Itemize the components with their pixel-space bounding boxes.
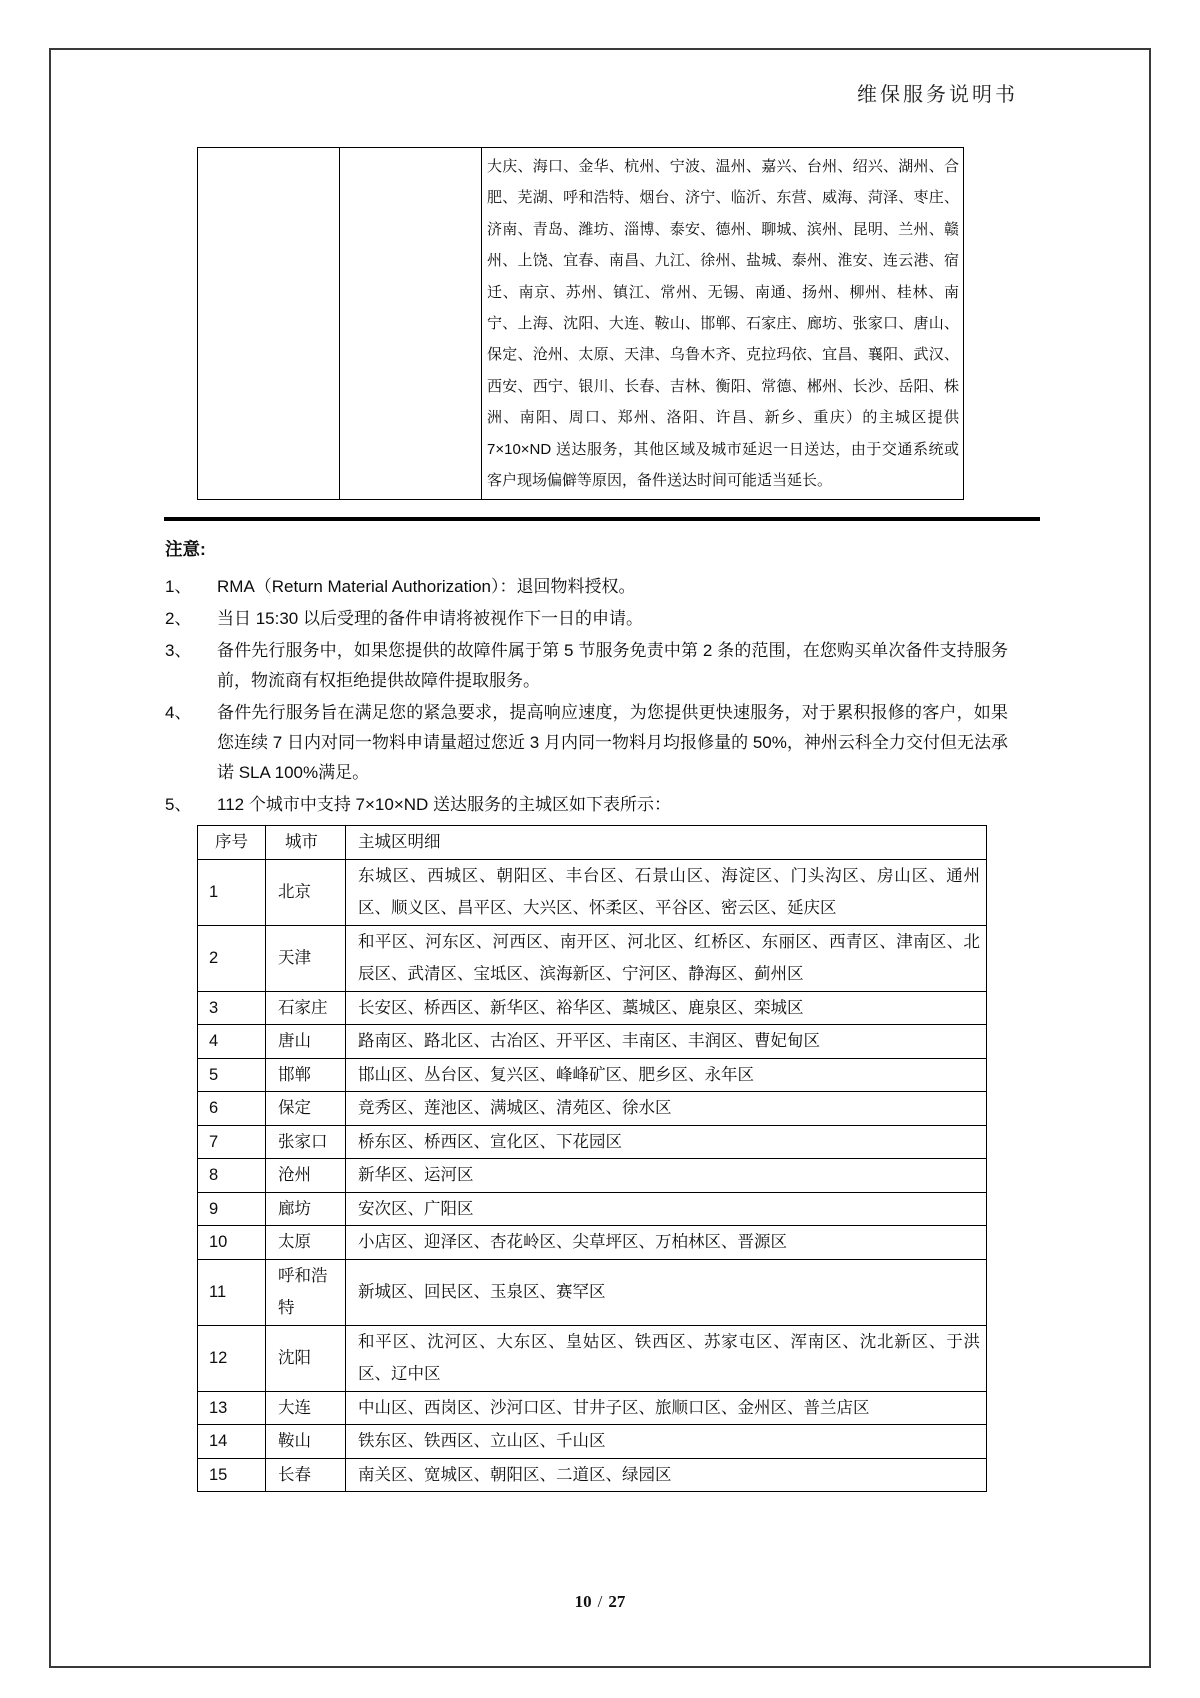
continuation-empty-cell-2 bbox=[340, 148, 482, 500]
districts-cell: 铁东区、铁西区、立山区、千山区 bbox=[346, 1425, 987, 1459]
city-cell: 石家庄 bbox=[266, 991, 346, 1025]
row-number-cell: 2 bbox=[198, 925, 266, 991]
continuation-table bbox=[197, 147, 964, 500]
note-item-number: 3、 bbox=[165, 641, 192, 660]
city-cell: 大连 bbox=[266, 1391, 346, 1425]
note-item-number: 5、 bbox=[165, 795, 192, 814]
note-item bbox=[165, 572, 1008, 602]
header-cell-districts: 主城区明细 bbox=[346, 826, 987, 860]
note-item-number: 4、 bbox=[165, 703, 192, 722]
city-cell: 天津 bbox=[266, 925, 346, 991]
districts-cell: 小店区、迎泽区、杏花岭区、尖草坪区、万柏林区、晋源区 bbox=[346, 1226, 987, 1260]
city-cell: 邯郸 bbox=[266, 1058, 346, 1092]
page-number-total: 27 bbox=[608, 1592, 626, 1611]
note-item-text: 当日 15:30 以后受理的备件申请将被视作下一日的申请。 bbox=[217, 609, 643, 628]
row-number-cell: 4 bbox=[198, 1025, 266, 1059]
city-cell: 沧州 bbox=[266, 1159, 346, 1193]
notes-list bbox=[165, 572, 1008, 822]
city-cell: 北京 bbox=[266, 859, 346, 925]
note-item-text: 备件先行服务旨在满足您的紧急要求，提高响应速度，为您提供更快速服务，对于累积报修的客户，如果您连续 7 日内对同一物料申请量超过您近 3 月内同一物料月均报修量的 50%，神州云科全力交付但无法承诺 SLA 100%满足。 bbox=[217, 703, 1008, 782]
note-item bbox=[165, 604, 1008, 634]
districts-cell: 和平区、沈河区、大东区、皇姑区、铁西区、苏家屯区、浑南区、沈北新区、于洪区、辽中区 bbox=[346, 1325, 987, 1391]
page-number-current: 10 bbox=[574, 1592, 592, 1611]
districts-cell: 新城区、回民区、玉泉区、赛罕区 bbox=[346, 1259, 987, 1325]
section-divider-rule bbox=[164, 517, 1040, 521]
table-row bbox=[198, 1192, 987, 1226]
table-row bbox=[198, 925, 987, 991]
districts-cell: 邯山区、丛台区、复兴区、峰峰矿区、肥乡区、永年区 bbox=[346, 1058, 987, 1092]
table-row bbox=[198, 1325, 987, 1391]
table-header-row bbox=[198, 826, 987, 860]
city-cell: 太原 bbox=[266, 1226, 346, 1260]
districts-cell: 新华区、运河区 bbox=[346, 1159, 987, 1193]
row-number-cell: 3 bbox=[198, 991, 266, 1025]
note-item bbox=[165, 698, 1008, 788]
continuation-empty-cell-1 bbox=[198, 148, 340, 500]
city-cell: 张家口 bbox=[266, 1125, 346, 1159]
table-row bbox=[198, 1058, 987, 1092]
districts-cell: 南关区、宽城区、朝阳区、二道区、绿园区 bbox=[346, 1458, 987, 1492]
row-number-cell: 10 bbox=[198, 1226, 266, 1260]
table-row bbox=[198, 1159, 987, 1193]
districts-cell: 东城区、西城区、朝阳区、丰台区、石景山区、海淀区、门头沟区、房山区、通州区、顺义区、昌平区、大兴区、怀柔区、平谷区、密云区、延庆区 bbox=[346, 859, 987, 925]
table-row bbox=[198, 1226, 987, 1260]
notes-heading: 注意: bbox=[165, 539, 206, 559]
city-cell: 鞍山 bbox=[266, 1425, 346, 1459]
row-number-cell: 9 bbox=[198, 1192, 266, 1226]
page-frame bbox=[49, 48, 1151, 1668]
districts-cell: 中山区、西岗区、沙河口区、甘井子区、旅顺口区、金州区、普兰店区 bbox=[346, 1391, 987, 1425]
districts-cell: 长安区、桥西区、新华区、裕华区、藁城区、鹿泉区、栾城区 bbox=[346, 991, 987, 1025]
header-cell-number: 序号 bbox=[198, 826, 266, 860]
row-number-cell: 14 bbox=[198, 1425, 266, 1459]
table-row bbox=[198, 859, 987, 925]
city-table-header bbox=[198, 826, 987, 860]
districts-cell: 桥东区、桥西区、宣化区、下花园区 bbox=[346, 1125, 987, 1159]
row-number-cell: 6 bbox=[198, 1092, 266, 1126]
city-cell: 保定 bbox=[266, 1092, 346, 1126]
row-number-cell: 7 bbox=[198, 1125, 266, 1159]
row-number-cell: 8 bbox=[198, 1159, 266, 1193]
note-item bbox=[165, 790, 1008, 820]
row-number-cell: 13 bbox=[198, 1391, 266, 1425]
table-row bbox=[198, 1391, 987, 1425]
row-number-cell: 5 bbox=[198, 1058, 266, 1092]
note-item-number: 1、 bbox=[165, 577, 192, 596]
table-row bbox=[198, 1425, 987, 1459]
note-item-text: 备件先行服务中，如果您提供的故障件属于第 5 节服务免责中第 2 条的范围，在您购买单次备件支持服务前，物流商有权拒绝提供故障件提取服务。 bbox=[217, 641, 1008, 690]
note-item-text: RMA（Return Material Authorization）：退回物料授权。 bbox=[217, 577, 636, 596]
row-number-cell: 1 bbox=[198, 859, 266, 925]
header-cell-city: 城市 bbox=[266, 826, 346, 860]
continuation-body-cell: 大庆、海口、金华、杭州、宁波、温州、嘉兴、台州、绍兴、湖州、合肥、芜湖、呼和浩特、烟台、济宁、临沂、东营、威海、菏泽、枣庄、济南、青岛、潍坊、淄博、泰安、德州、聊城、滨州、昆明、兰州、赣州、上饶、宜春、南昌、九江、徐州、盐城、泰州、淮安、连云港、宿迁、南京、苏州、镇江、常州、无锡、南通、扬州、柳州、桂林、南宁、上海、沈阳、大连、鞍山、邯郸、石家庄、廊坊、张家口、唐山、保定、沧州、太原、天津、乌鲁木齐、克拉玛依、宜昌、襄阳、武汉、西安、西宁、银川、长春、吉林、衡阳、常德、郴州、长沙、岳阳、株洲、南阳、周口、郑州、洛阳、许昌、新乡、重庆）的主城区提供 7×10×ND 送达服务，其他区域及城市延迟一日送达，由于交通系统或客户现场偏僻等原因，备件送达时间可能适当延长。 bbox=[482, 148, 964, 500]
city-districts-table bbox=[197, 825, 987, 1492]
districts-cell: 和平区、河东区、河西区、南开区、河北区、红桥区、东丽区、西青区、津南区、北辰区、武清区、宝坻区、滨海新区、宁河区、静海区、蓟州区 bbox=[346, 925, 987, 991]
table-row bbox=[198, 1458, 987, 1492]
row-number-cell: 12 bbox=[198, 1325, 266, 1391]
city-cell: 沈阳 bbox=[266, 1325, 346, 1391]
districts-cell: 竞秀区、莲池区、满城区、清苑区、徐水区 bbox=[346, 1092, 987, 1126]
city-cell: 廊坊 bbox=[266, 1192, 346, 1226]
city-cell: 唐山 bbox=[266, 1025, 346, 1059]
districts-cell: 路南区、路北区、古冶区、开平区、丰南区、丰润区、曹妃甸区 bbox=[346, 1025, 987, 1059]
page-footer bbox=[51, 1592, 1149, 1612]
districts-cell: 安次区、广阳区 bbox=[346, 1192, 987, 1226]
row-number-cell: 15 bbox=[198, 1458, 266, 1492]
page-number-separator: / bbox=[597, 1592, 603, 1611]
page-header-title: 维保服务说明书 bbox=[857, 84, 1018, 106]
city-cell: 长春 bbox=[266, 1458, 346, 1492]
city-table-body bbox=[198, 859, 987, 1492]
table-row bbox=[198, 148, 964, 500]
row-number-cell: 11 bbox=[198, 1259, 266, 1325]
note-item-number: 2、 bbox=[165, 609, 192, 628]
note-item-text: 112 个城市中支持 7×10×ND 送达服务的主城区如下表所示： bbox=[217, 795, 672, 814]
city-cell: 呼和浩特 bbox=[266, 1259, 346, 1325]
table-row bbox=[198, 991, 987, 1025]
table-row bbox=[198, 1125, 987, 1159]
table-row bbox=[198, 1092, 987, 1126]
note-item bbox=[165, 636, 1008, 696]
table-row bbox=[198, 1025, 987, 1059]
table-row bbox=[198, 1259, 987, 1325]
